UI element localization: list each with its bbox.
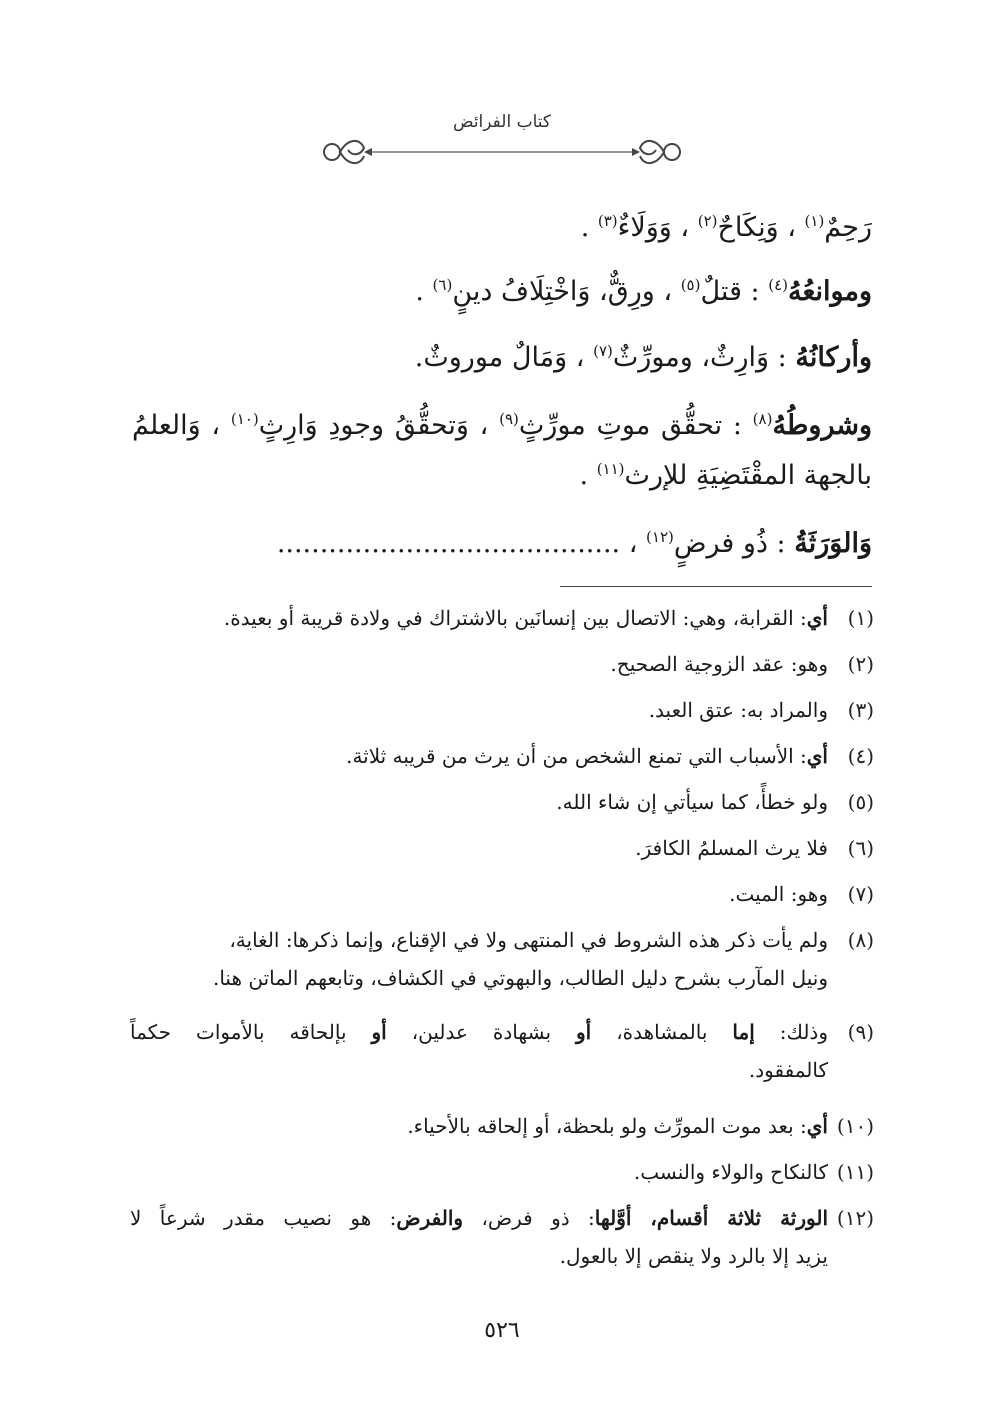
- footnote-ref[interactable]: (١): [804, 212, 825, 230]
- footnote-ref[interactable]: (٢): [697, 212, 718, 230]
- footnote-ref[interactable]: (٧): [593, 342, 613, 360]
- text-line: بالجهة المقْتَضِيَةِ للإرث$^{(١١)}$ .: [579, 460, 872, 491]
- footnote-ref[interactable]: (٣): [597, 212, 618, 230]
- footnote-ref[interactable]: (٤): [768, 276, 789, 294]
- footnote-separator: [560, 586, 872, 587]
- footnote-ref[interactable]: (١٢): [646, 528, 674, 546]
- footnote-ref[interactable]: (٥): [680, 276, 701, 294]
- ellipsis-dots: ........................................: [276, 528, 621, 559]
- text-line: وأركانُهُ : وَارِثٌ، ومورِّثٌ$^{(٧)}$ ، وَمَالٌ موروثٌ.: [414, 342, 872, 373]
- text-line: وشروطُهُ$^{(٨)}$ : تحقُّق موتِ مورِّثٍ$^{(٩)}$ ، وَتحقُّقُ وجودِ وَارِثٍ$^{(١٠)}$ ، وَالعلمُ: [132, 410, 872, 441]
- running-title: كتاب الفرائض: [453, 112, 551, 132]
- footnote-ref[interactable]: (١١): [596, 460, 625, 478]
- footnote-ref[interactable]: (٨): [752, 410, 773, 428]
- footnote-ref[interactable]: (٩): [499, 410, 519, 428]
- text-line: رَحِمٌ$^{(١)}$ ، وَنِكَاحٌ$^{(٢)}$ ، وَوَلَاءٌ$^{(٣)}$ .: [580, 212, 872, 243]
- text-line: وَالوَرَثَةُ : ذُو فرضٍ$^{(١٢)}$ ، ........................................: [276, 528, 872, 559]
- footnote-ref[interactable]: (١٠): [230, 410, 259, 428]
- header-ornament: [312, 130, 692, 174]
- text-line: وموانعُهُ$^{(٤)}$ : قتلٌ$^{(٥)}$ ، ورِقٌّ، وَاخْتِلَافُ دينٍ$^{(٦)}$ .: [415, 276, 872, 307]
- footnote-ref[interactable]: (٦): [432, 276, 453, 294]
- page-number: ٥٢٦: [484, 1318, 520, 1343]
- book-page: كتاب الفرائض رَحِمٌ$^{(١)}$ ، وَنِكَاحٌ$^{(٢)}$ ، وَوَلَاءٌ$^{(٣)}$ . وموانعُهُ$^{(٤)}$ : قتلٌ$^{(٥)}$ ، ورِقٌّ، وَاخْتِلَافُ دينٍ$^{(٦)}$ . وأركانُهُ : وَارِثٌ، ومورِّثٌ$^{(٧)}$ ، وَمَالٌ موروثٌ. وشروطُهُ$^{(٨)}$ : تحقُّق موتِ مورِّثٍ$^{(٩)}$ ، وَتحقُّقُ وجودِ وَارِثٍ$^{(١٠)}$ ، وَالعلمُ بالجهة المقْتَضِيَةِ للإرث$^{(١١)}$ . وَالوَرَثَةُ : ذُو فرضٍ$^{(١٢)}$ ، ........................................ (١) أي: القرابة، وهي: الاتصال بين إنسانَين بالاشتراك في ولادة قريبة أو بعيدة. (٢) وهو: عقد الزوجية الصحيح. (٣) والمراد به: عتق العبد. (٤) أي: الأسباب التي تمنع الشخص من أن يرث من قريبه ثلاثة. (٥) ولو خطأً، كما سيأتي إن شاء الله. (٦) فلا يرث المسلمُ الكافرَ. (٧) وهو: الميت. (٨) ولم يأت ذكر هذه الشروط في المنتهى ولا في الإقناع، وإنما ذكرها: الغاية، ونيل المآرب بشرح دليل الطالب، والبهوتي في الكشاف، وتابعهم الماتن هنا. (٩) وذلك: إما بالمشاهدة، أو بشهادة عدلين، أو بإلحاقه بالأموات حكماً كالمفقود. (١٠) أي: بعد موت المورِّث ولو بلحظة، أو إلحاقه بالأحياء. (١١) كالنكاح والولاء والنسب. (١٢) الورثة ثلاثة أقسام، أوَّلها: ذو فرض، والفرض: هو نصيب مقدر شرعاً لا يزيد إلا بالرد ولا ينقص إلا بالعول. ٥٢٦: [0, 0, 1004, 1418]
